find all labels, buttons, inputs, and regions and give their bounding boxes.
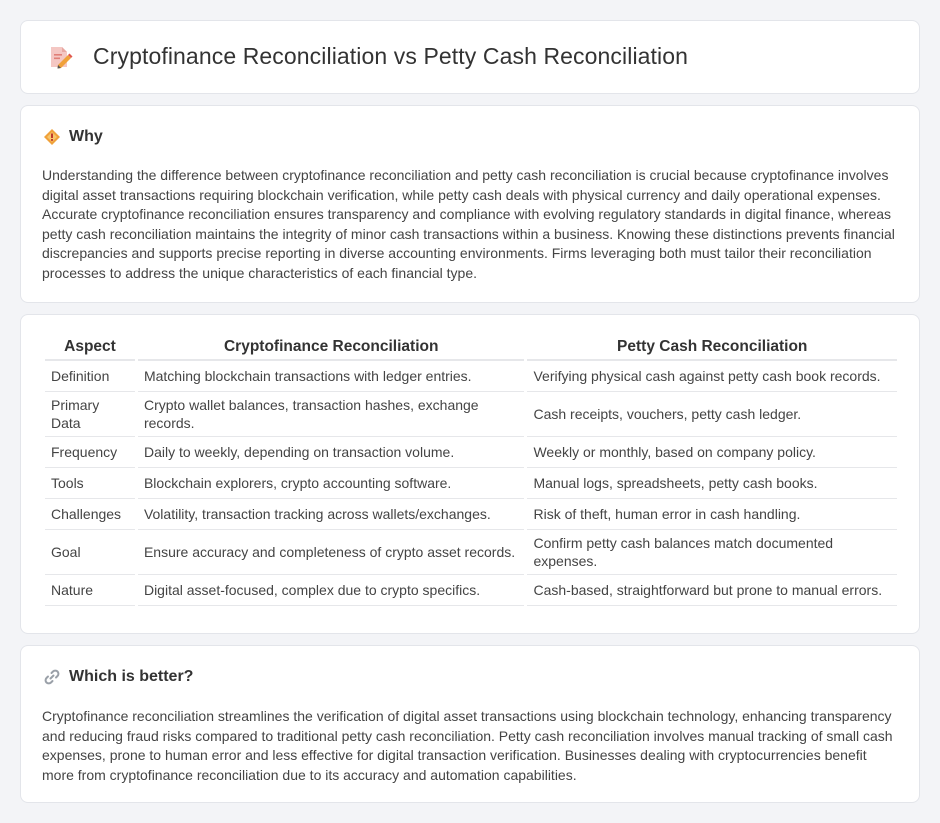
petty-cash-cell: Cash-based, straightforward but prone to manual errors. xyxy=(527,575,897,606)
table-row xyxy=(45,392,897,437)
crypto-cell: Blockchain explorers, crypto accounting software. xyxy=(138,468,525,499)
aspect-cell: Nature xyxy=(45,575,135,606)
link-icon xyxy=(43,668,61,686)
comparison-table xyxy=(42,335,900,606)
better-text: Cryptofinance reconciliation streamlines the verification of digital asset transactions using blockchain technology, enhancing transparency and reducing fraud risks compared to traditional petty cash reconciliation. Petty cash reconciliation involves manual tracking of small cash expenses, prone to human error and less effective for digital transaction verification. Businesses dealing with cryptocurrencies benefit more from cryptofinance reconciliation due to its accuracy and automation capabilities. xyxy=(42,708,893,783)
aspect-cell: Primary Data xyxy=(45,392,135,437)
column-header-petty-cash: Petty Cash Reconciliation xyxy=(527,335,897,361)
document-pencil-icon xyxy=(47,44,73,70)
petty-cash-cell: Confirm petty cash balances match documented expenses. xyxy=(527,530,897,575)
petty-cash-cell: Verifying physical cash against petty cash book records. xyxy=(527,361,897,392)
petty-cash-cell: Cash receipts, vouchers, petty cash ledger. xyxy=(527,392,897,437)
comparison-section xyxy=(20,314,920,634)
petty-cash-cell: Manual logs, spreadsheets, petty cash books. xyxy=(527,468,897,499)
crypto-cell: Matching blockchain transactions with ledger entries. xyxy=(138,361,525,392)
title-row xyxy=(47,43,688,70)
aspect-cell: Frequency xyxy=(45,437,135,468)
why-heading xyxy=(43,128,103,146)
why-title: Why xyxy=(69,128,103,145)
table-row xyxy=(45,468,897,499)
crypto-cell: Digital asset-focused, complex due to crypto specifics. xyxy=(138,575,525,606)
crypto-cell: Daily to weekly, depending on transaction volume. xyxy=(138,437,525,468)
table-row xyxy=(45,437,897,468)
table-header-row xyxy=(45,335,897,361)
crypto-cell: Crypto wallet balances, transaction hashes, exchange records. xyxy=(138,392,525,437)
aspect-cell: Challenges xyxy=(45,499,135,530)
page-title: Cryptofinance Reconciliation vs Petty Cash Reconciliation xyxy=(93,43,689,69)
petty-cash-cell: Weekly or monthly, based on company policy. xyxy=(527,437,897,468)
why-section xyxy=(20,105,920,303)
aspect-cell: Definition xyxy=(45,361,135,392)
table-row xyxy=(45,499,897,530)
header-card xyxy=(20,20,920,94)
column-header-cryptofinance: Cryptofinance Reconciliation xyxy=(138,335,525,361)
crypto-cell: Volatility, transaction tracking across wallets/exchanges. xyxy=(138,499,525,530)
column-header-aspect: Aspect xyxy=(45,335,135,361)
petty-cash-cell: Risk of theft, human error in cash handling. xyxy=(527,499,897,530)
table-row xyxy=(45,575,897,606)
table-row xyxy=(45,361,897,392)
which-is-better-section xyxy=(20,645,920,803)
diamond-sign-icon xyxy=(43,128,61,146)
crypto-cell: Ensure accuracy and completeness of crypto asset records. xyxy=(138,530,525,575)
better-title: Which is better? xyxy=(69,668,194,685)
aspect-cell: Tools xyxy=(45,468,135,499)
table-row xyxy=(45,530,897,575)
better-heading xyxy=(43,668,193,686)
why-text: Understanding the difference between cryptofinance reconciliation and petty cash reconciliation is crucial because cryptofinance involves digital asset transactions requiring blockchain verification, while petty cash deals with physical currency and daily operational expenses. Accurate cryptofinance reconciliation ensures transparency and compliance with evolving regulatory standards in digital finance, whereas petty cash reconciliation maintains the integrity of minor cash transactions within a business. Knowing these distinctions prevents financial discrepancies and supports precise reporting in diverse accounting environments. Firms leveraging both must tailor their reconciliation processes to address the unique characteristics of each financial type. xyxy=(42,167,895,281)
aspect-cell: Goal xyxy=(45,530,135,575)
